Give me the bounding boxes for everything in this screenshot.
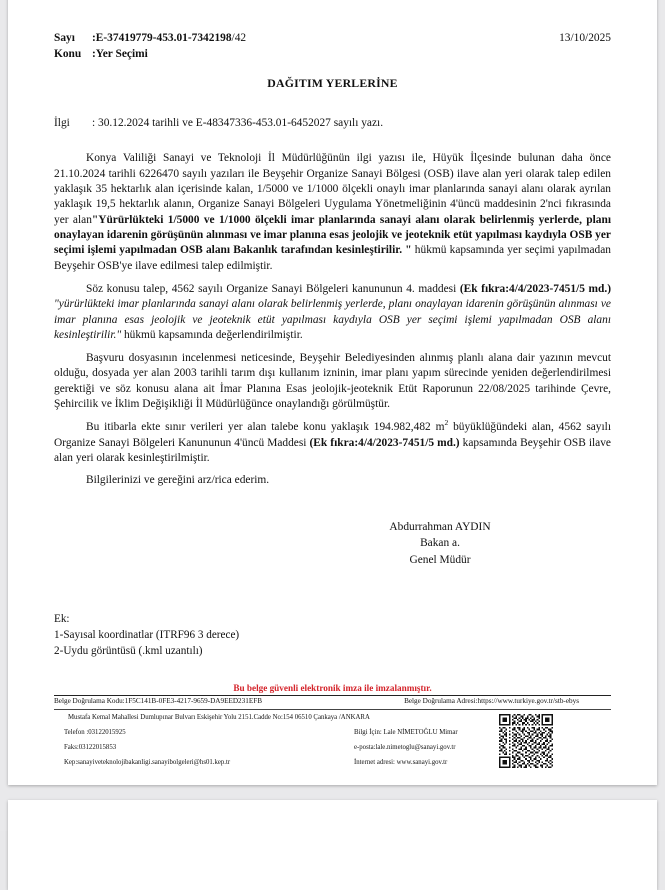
sayi-row xyxy=(54,30,611,46)
verification-code: Belge Doğrulama Kodu:1F5C141B-0FE3-4217-9659-DA9EED231EFB xyxy=(54,697,263,706)
telephone: Telefon :03122015925 xyxy=(64,728,126,736)
website-address[interactable]: İnternet adresi: www.sanayi.gov.tr xyxy=(354,758,448,766)
paragraph-4-part-b: büyüklüğündeki alan, 4562 sayılı Organize Sanayi Bölgeleri Kanununun 4'üncü Maddesi xyxy=(54,421,612,449)
sayi-suffix: /42 xyxy=(231,32,247,44)
reference-text: : 30.12.2024 tarihli ve E-48347336-453.01-6452027 sayılı yazı. xyxy=(92,117,384,130)
paragraph-2 xyxy=(54,282,611,343)
contact-person: Bilgi İçin: Lale NİMETOĞLU Mimar xyxy=(354,728,458,736)
attachment-item-1: 1-Sayısal koordinatlar (ITRF96 3 derece) xyxy=(54,629,240,642)
reference-row xyxy=(54,116,611,131)
office-address: Mustafa Kemal Mahallesi Dumlupınar Bulvarı Eskişehir Yolu 2151.Cadde No:154 06510 Çankaya /ANKARA xyxy=(68,713,370,721)
paragraph-2-part-a: Söz konusu talep, 4562 sayılı Organize Sanayi Bölgeleri kanununun 4. maddesi xyxy=(86,282,460,295)
verification-address[interactable]: Belge Doğrulama Adresi:https://www.turkiye.gov.tr/stb-ebys xyxy=(404,697,579,706)
masthead xyxy=(8,0,657,4)
closing-line: Bilgilerinizi ve gereğini arz/rica ederim. xyxy=(86,474,270,487)
paragraph-1-part-b: hükmü kapsamında yer seçimi yapılmadan Beyşehir OSB'ye ilave edilmesi talep edilmiştir. xyxy=(54,244,611,272)
paragraph-4-part-c: kapsamında Beyşehir OSB ilave alan yeri olarak kesinleştirilmiştir. xyxy=(54,436,611,465)
document-footer xyxy=(54,682,611,781)
signatory-title-1: Bakan a. xyxy=(420,537,460,550)
sayi-label: Sayı xyxy=(54,32,75,44)
fax-number: Faks:03122015853 xyxy=(64,743,117,751)
document-page-2 xyxy=(8,800,657,890)
paragraph-2-law-clause: (Ek fıkra:4/4/2023-7451/5 md.) xyxy=(459,282,611,295)
sayi-value: :E-37419779-453.01-7342198 xyxy=(92,32,232,44)
attachments-block xyxy=(54,612,611,660)
paragraph-4-law-clause: (Ek fıkra:4/4/2023-7451/5 md.) xyxy=(309,436,460,449)
paragraph-1 xyxy=(54,151,611,274)
paragraph-1-part-a: Konya Valiliği Sanayi ve Teknoloji İl Müdürlüğünün ilgi yazısı ile, Hüyük İlçesinde bulunan daha önce 21.10.2024 tarihli 6226470 sayılı yazıları ile Beyşehir Organize Sanayi Bölgesi (OSB) ilave alan yeri olarak talep edilen yaklaşık 35 hektarlık alan içerisinde kalan, 1/5000 ve 1/1000 ölçekli onaylı imar planlarında sanayi alanı olarak ayrılan yaklaşık 19,5 hektarlık alanın, Organize Sanayi Bölgeleri Uygulama Yönetmeliğinin 4'üncü maddesinin 2'nci fıkrasında yer alan xyxy=(54,152,611,226)
konu-row xyxy=(54,46,611,62)
square-meter-superscript: 2 xyxy=(444,418,449,428)
paragraph-2-quote: "yürürlükteki imar planlarında sanayi alanı olarak belirlenmiş yerlerde, planı onaylayan idarenin görüşünün alınması ve imar planına esas jeolojik ve jeoteknik etüt yapılması kaydıyla OSB yer seçimi işlemi yapılmadan OSB alanı kesinleştirilir." xyxy=(54,298,611,341)
paragraph-1-quote: "Yürürlükteki 1/5000 ve 1/1000 ölçekli imar planlarında sanayi alanı olarak belirlenmiş yerlerde, planı onaylayan idarenin görüşünün alınması ve imar planına esas jeolojik ve jeoteknik etüt yapılması kaydıyla OSB yer seçimi işlemi yapılmadan OSB alanı Bakanlık tarafından kesinleştirilir. " xyxy=(54,213,611,257)
konu-value: :Yer Seçimi xyxy=(92,48,148,61)
signatory-name: Abdurrahman AYDIN xyxy=(389,520,491,533)
qr-code-icon xyxy=(499,714,553,768)
signatory-title-2: Genel Müdür xyxy=(409,553,471,566)
document-date: 13/10/2025 xyxy=(559,32,611,44)
signature-block xyxy=(54,519,611,569)
paragraph-4 xyxy=(54,420,611,466)
attachment-item-2: 2-Uydu görüntüsü (.kml uzantılı) xyxy=(54,645,203,658)
contact-block xyxy=(54,710,611,781)
attachments-label: Ek: xyxy=(54,613,70,626)
kep-address: Kep:sanayiveteknolojibakanligi.sanayibolgeleri@hs01.kep.tr xyxy=(64,758,231,766)
email-address[interactable]: e-posta:lale.nimetoglu@sanayi.gov.tr xyxy=(354,743,456,751)
reference-label: İlgi xyxy=(54,117,70,130)
document-body xyxy=(8,4,657,781)
paragraph-4-part-a: Bu itibarla ekte sınır verileri yer alan talebe konu yaklaşık 194.982,482 m xyxy=(86,421,445,434)
paragraph-2-part-b: hükmü kapsamında değerlendirilmiştir. xyxy=(121,328,303,341)
verification-row xyxy=(54,696,611,709)
document-page-1 xyxy=(8,0,657,785)
addressee-heading: DAĞITIM YERLERİNE xyxy=(267,76,398,91)
konu-label: Konu xyxy=(54,48,82,61)
paragraph-3: Başvuru dosyasının incelenmesi neticesinde, Beyşehir Belediyesinden alınmış planlı alana dair yazının mevcut olduğu, dosyada yer alan 2003 tarihli tarım dışı kullanım izninin, imar planı yapım sürecinde yeniden değerlendirilmesi gerektiği ve söz konusu alana ait İmar Planına Esas jeolojik-jeoteknik Etüt Raporunun 22/08/2025 tarihinde Çevre, Şehircilik ve İklim Değişikliği İl Müdürlüğünce onaylandığı görülmüştür. xyxy=(54,352,611,411)
esignature-notice: Bu belge güvenli elektronik imza ile imzalanmıştır. xyxy=(233,683,432,694)
